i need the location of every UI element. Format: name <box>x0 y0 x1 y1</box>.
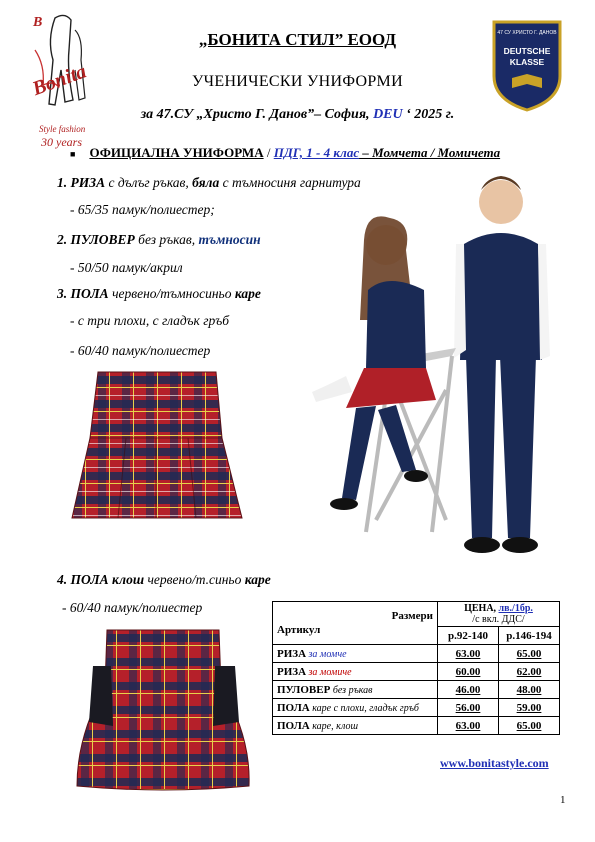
badge-line-1: DEUTSCHE <box>503 46 551 56</box>
item-4-accent: каре <box>244 572 271 587</box>
price-row-note: за момиче <box>306 666 352 678</box>
price-row-note: каре с плохи, гладък гръб <box>309 702 419 714</box>
item-1-rest: с тъмносиня гарнитура <box>219 175 361 190</box>
price-row-article <box>273 717 438 735</box>
item-2-accent: тъмносин <box>198 232 261 247</box>
price-row <box>273 717 560 735</box>
price-row <box>273 663 560 681</box>
item-3-detail-2: - 60/40 памук/полиестер <box>70 343 211 358</box>
school-deu: DEU <box>373 107 403 122</box>
header-article-sizes <box>273 602 438 645</box>
header-price-label: ЦЕНА, <box>464 603 499 614</box>
item-3-desc: червено/тъмносиньо <box>108 286 235 301</box>
item-3-name: ПОЛА <box>70 286 109 301</box>
header-size-2: р.146-194 <box>499 627 560 645</box>
section-slash: / <box>263 145 274 160</box>
item-3-detail: - с три плохи, с гладък гръб <box>70 313 230 328</box>
price-row-name: РИЗА <box>277 647 307 660</box>
section-title: ОФИЦИАЛНА УНИФОРМА <box>89 145 264 160</box>
price-table <box>272 601 560 735</box>
item-2-num: 2. <box>57 232 68 247</box>
price-row-p1: 56.00 <box>438 699 499 717</box>
price-row-note: без ръкав <box>330 684 373 696</box>
school-name: за 47.СУ „Христо Г. Данов”– София, <box>140 107 374 122</box>
item-1-detail: - 65/35 памук/полиестер; <box>70 202 215 217</box>
item-2-detail: - 50/50 памук/акрил <box>70 260 183 275</box>
price-row-article <box>273 663 438 681</box>
pleated-skirt-image <box>66 368 246 526</box>
price-row-p2: 59.00 <box>499 699 560 717</box>
item-2 <box>57 232 261 248</box>
brand-tagline: Style fashion <box>39 124 86 134</box>
item-3-accent: каре <box>234 286 261 301</box>
badge-line-2: KLASSE <box>509 57 545 67</box>
badge-top-text: 47 СУ ХРИСТО Г. ДАНОВ <box>497 30 557 36</box>
price-row-name: ПУЛОВЕР <box>277 683 331 696</box>
item-4-num: 4. <box>57 572 68 587</box>
item-4 <box>57 572 271 588</box>
price-row-p1: 46.00 <box>438 681 499 699</box>
item-4-detail: - 60/40 памук/полиестер <box>62 600 203 615</box>
header-article: Артикул <box>277 624 321 636</box>
price-row-article <box>273 699 438 717</box>
item-1-num: 1. <box>57 175 68 190</box>
header-size-1: р.92-140 <box>438 627 499 645</box>
section-heading <box>70 145 500 161</box>
price-row-p2: 62.00 <box>499 663 560 681</box>
price-row-p2: 48.00 <box>499 681 560 699</box>
price-row <box>273 645 560 663</box>
price-row-p1: 63.00 <box>438 717 499 735</box>
price-row-article <box>273 645 438 663</box>
price-row-name: РИЗА <box>277 665 307 678</box>
brand-name: Bonita <box>29 60 90 101</box>
section-grades: ПДГ, 1 - 4 клас <box>273 145 360 160</box>
item-4-desc: червено/т.синьо <box>144 572 245 587</box>
header-price <box>438 602 560 627</box>
brand-letter: B <box>33 15 43 30</box>
price-row-p2: 65.00 <box>499 717 560 735</box>
website-link[interactable]: www.bonitastyle.com <box>440 756 549 770</box>
section-audience: – Момчета / Момичета <box>359 145 501 160</box>
school-line <box>0 107 595 123</box>
item-3-num: 3. <box>57 286 68 301</box>
header-price-vat: /с вкл. ДДС/ <box>472 614 525 625</box>
page-subtitle: УЧЕНИЧЕСКИ УНИФОРМИ <box>192 73 403 90</box>
price-row <box>273 681 560 699</box>
item-2-name: ПУЛОВЕР <box>70 232 135 247</box>
children-uniform-photo <box>306 160 551 565</box>
company-name: „БОНИТА СТИЛ” ЕООД <box>198 30 397 49</box>
item-1-desc: с дълъг ръкав, <box>105 175 193 190</box>
header-price-unit: лв./1бр. <box>498 603 533 614</box>
flared-skirt-image <box>73 626 253 796</box>
brand-years: 30 years <box>41 135 82 149</box>
item-4-name: ПОЛА клош <box>70 572 145 587</box>
price-row-name: ПОЛА <box>277 719 310 732</box>
item-2-desc: без ръкав, <box>134 232 199 247</box>
price-row-note: за момче <box>306 648 347 660</box>
page-number: 1 <box>560 794 566 806</box>
price-row-p1: 60.00 <box>438 663 499 681</box>
item-1-accent: бяла <box>192 175 220 190</box>
price-row-article <box>273 681 438 699</box>
item-3 <box>57 286 261 302</box>
price-row <box>273 699 560 717</box>
bullet-icon: ■ <box>70 149 76 159</box>
price-row-note: каре, клош <box>309 720 358 732</box>
price-row-name: ПОЛА <box>277 701 310 714</box>
school-year: ‘ 2025 г. <box>402 107 455 122</box>
item-1-name: РИЗА <box>70 175 106 190</box>
price-row-p2: 65.00 <box>499 645 560 663</box>
price-row-p1: 63.00 <box>438 645 499 663</box>
header-sizes: Размери <box>391 610 433 622</box>
